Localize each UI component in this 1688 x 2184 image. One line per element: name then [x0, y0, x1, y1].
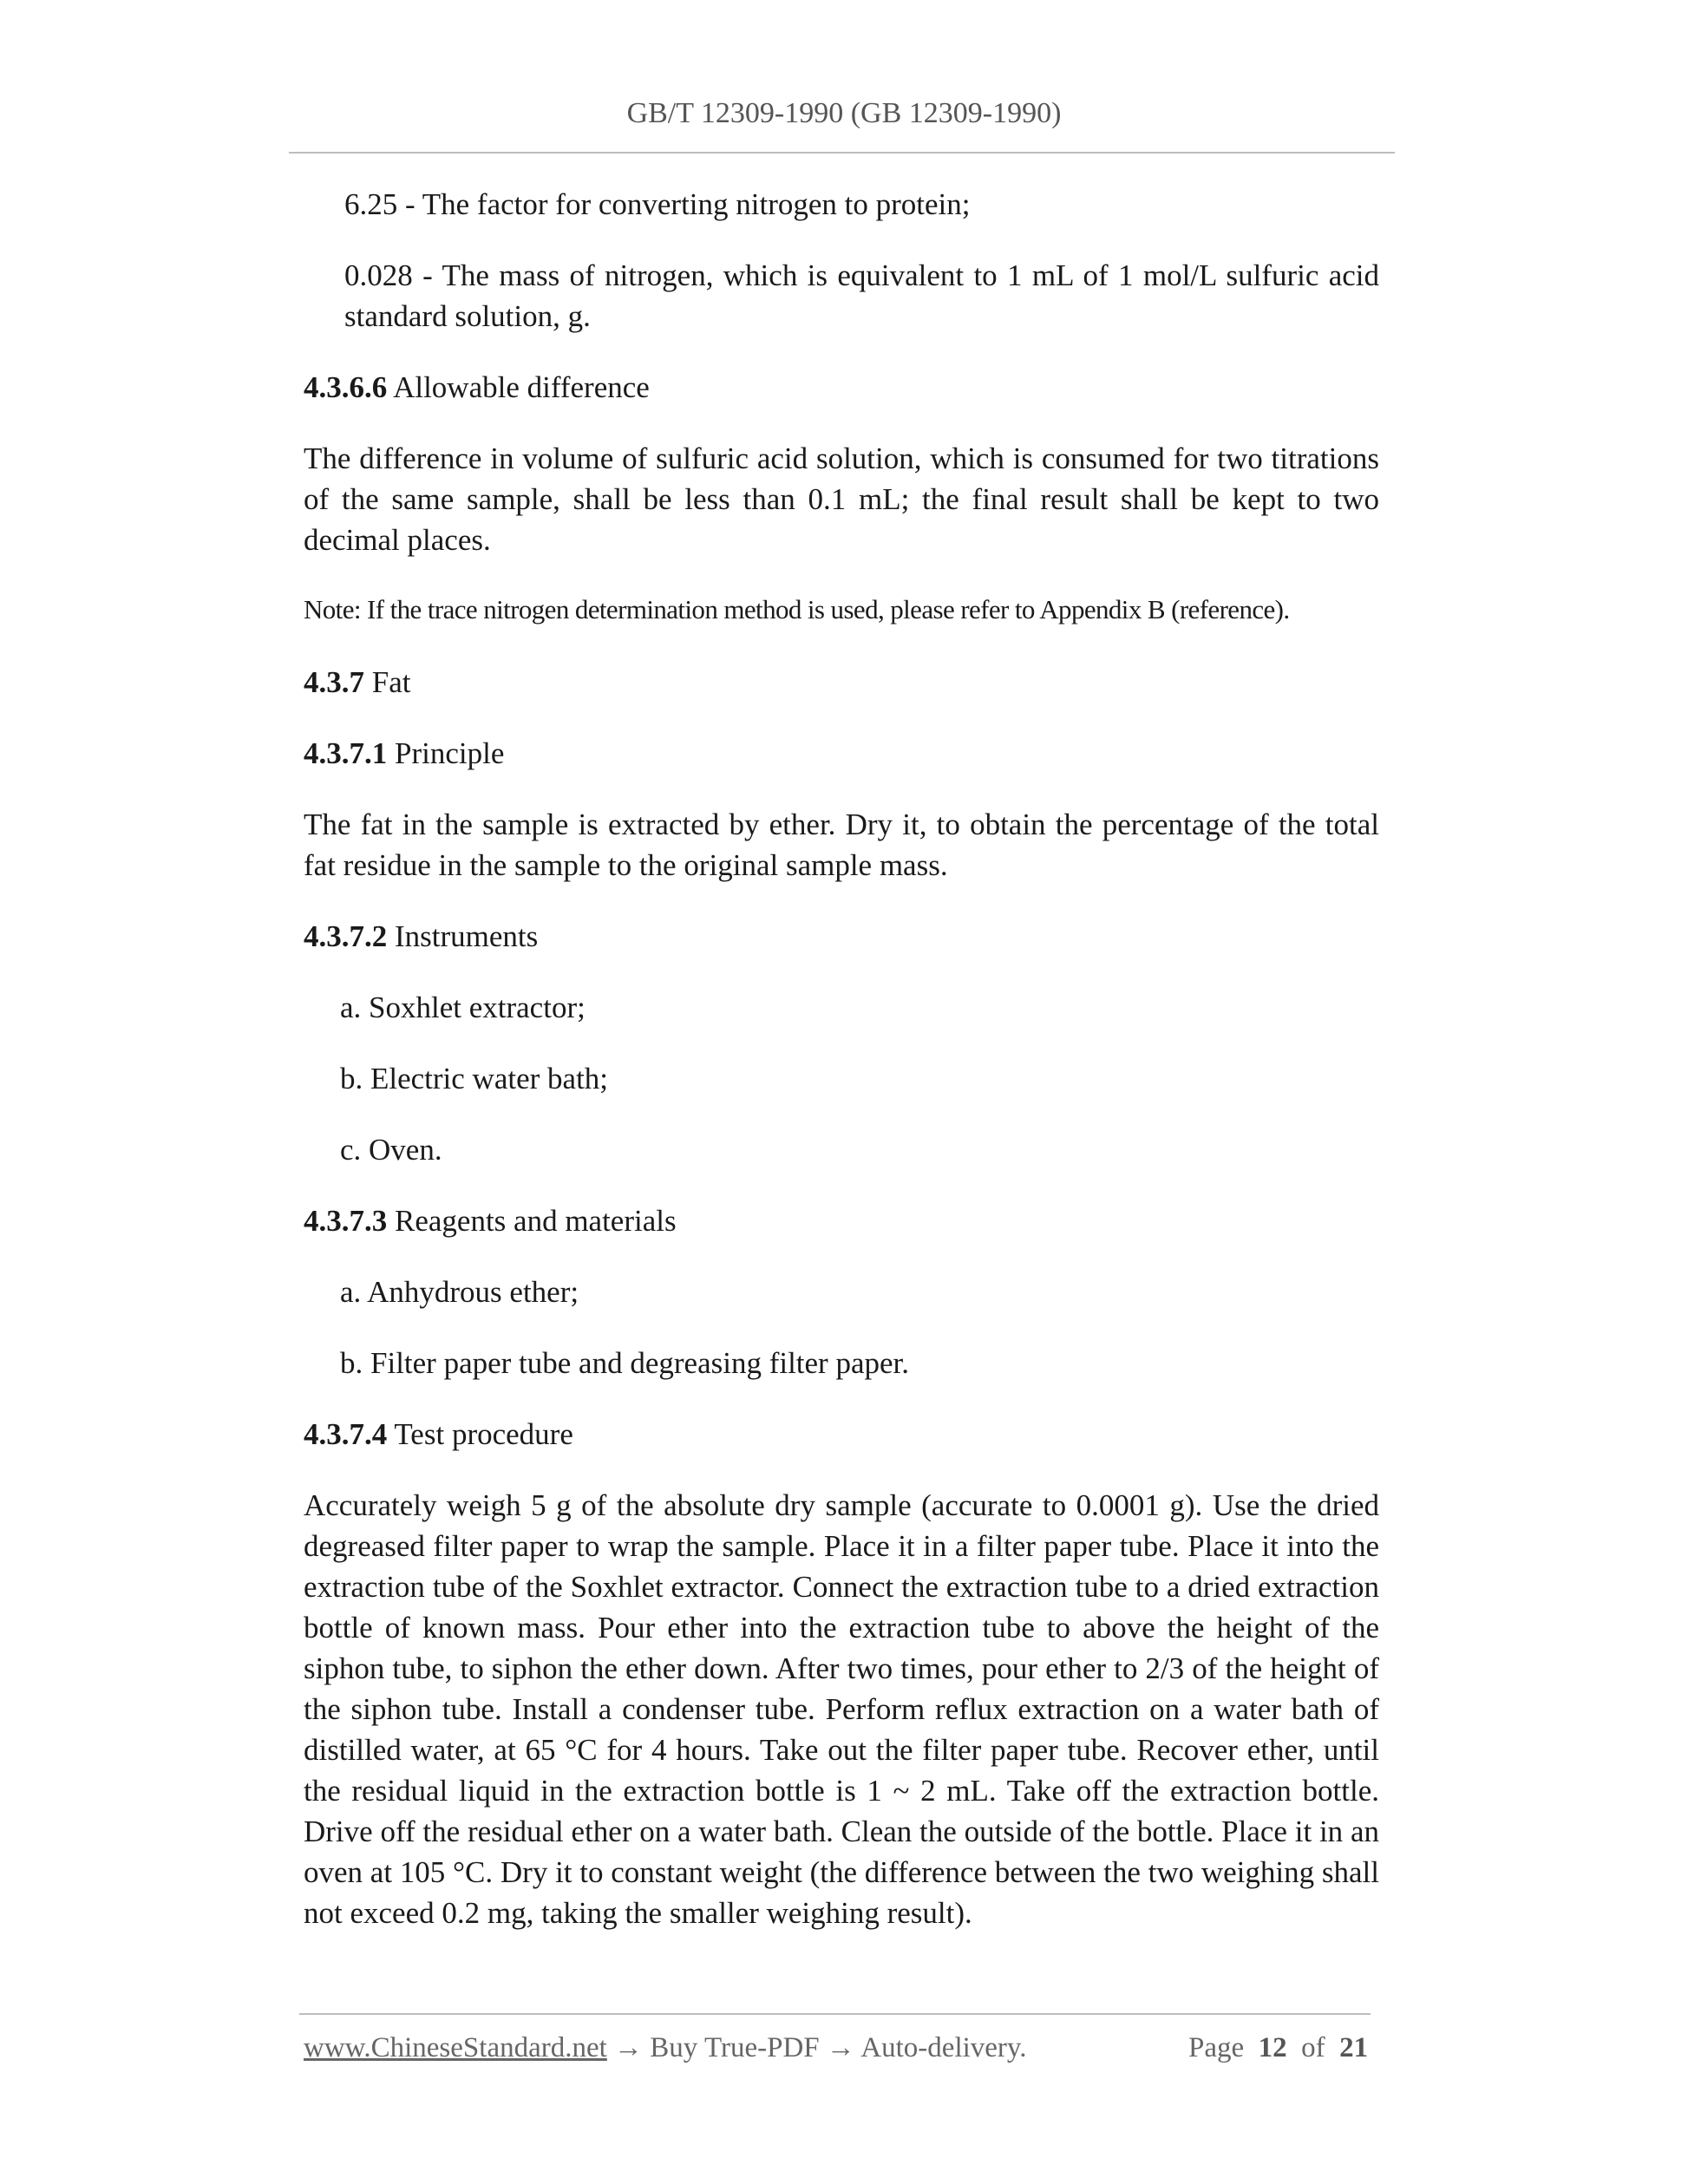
- note-text: Note: If the trace nitrogen determination method is used, please refer to Appendix B (reference).: [304, 594, 1290, 624]
- list-item: a. Anhydrous ether;: [340, 1275, 579, 1309]
- footer-divider: [299, 2013, 1371, 2015]
- section-heading-4-3-7: [304, 662, 1379, 703]
- section-number: 4.3.7.1: [304, 736, 388, 770]
- section-heading-4-3-7-3: [304, 1200, 1379, 1241]
- list-item: a. Soxhlet extractor;: [340, 991, 586, 1024]
- section-title: Test procedure: [394, 1417, 573, 1451]
- section-number: 4.3.7.2: [304, 919, 388, 953]
- list-item: c. Oven.: [340, 1133, 442, 1167]
- page-header-title: GB/T 12309-1990 (GB 12309-1990): [626, 97, 1062, 129]
- footer-promo-text: → Buy True-PDF → Auto-delivery.: [606, 2032, 1027, 2063]
- total-pages-number: 21: [1339, 2032, 1369, 2063]
- section-heading-4-3-6-6: [304, 367, 1379, 408]
- section-number: 4.3.6.6: [304, 370, 388, 404]
- section-title: Principle: [395, 736, 505, 770]
- website-link[interactable]: www.ChineseStandard.net: [304, 2032, 607, 2063]
- section-number: 4.3.7.3: [304, 1204, 388, 1238]
- definition-6-25: 6.25 - The factor for converting nitrogen to protein;: [344, 187, 971, 221]
- principle-text: The fat in the sample is extracted by ether. Dry it, to obtain the percentage of the total fat residue in the sample to the original sample mass.: [304, 808, 1379, 882]
- section-title: Fat: [371, 665, 411, 699]
- list-item: b. Electric water bath;: [340, 1062, 609, 1095]
- section-title: Instruments: [395, 919, 539, 953]
- of-label: of: [1301, 2032, 1325, 2063]
- definition-0-028: 0.028 - The mass of nitrogen, which is equivalent to 1 mL of 1 mol/L sulfuric acid standard solution, g.: [344, 258, 1379, 333]
- list-item: b. Filter paper tube and degreasing filter paper.: [340, 1346, 910, 1380]
- header-divider: [289, 152, 1395, 154]
- section-heading-4-3-7-4: [304, 1414, 1379, 1455]
- page-label: Page: [1188, 2032, 1245, 2063]
- section-title: Reagents and materials: [395, 1204, 677, 1238]
- section-number: 4.3.7: [304, 665, 364, 699]
- section-title: Allowable difference: [393, 370, 650, 404]
- allowable-difference-text: The difference in volume of sulfuric acid solution, which is consumed for two titrations of the same sample, shall be less than 0.1 mL; the final result shall be kept to two decimal places.: [304, 441, 1379, 557]
- document-body: [304, 184, 1379, 1964]
- page-indicator: [1188, 2032, 1368, 2064]
- test-procedure-text: Accurately weigh 5 g of the absolute dry sample (accurate to 0.0001 g). Use the dried degreased filter paper to wrap the sample. Place it in a filter paper tube. Place it into the extraction tube of the Soxhlet extractor. Connect the extraction tube to a dried extraction bottle of known mass. Pour ether into the extraction tube to above the height of the siphon tube, to siphon the ether down. After two times, pour ether to 2/3 of the height of the siphon tube. Install a condenser tube. Perform reflux extraction on a water bath of distilled water, at 65 °C for 4 hours. Take out the filter paper tube. Recover ether, until the residual liquid in the extraction bottle is 1 ~ 2 mL. Take off the extraction bottle. Drive off the residual ether on a water bath. Clean the outside of the bottle. Place it in an oven at 105 °C. Dry it to constant weight (the difference between the two weighing shall not exceed 0.2 mg, taking the smaller weighing result).: [304, 1488, 1379, 1930]
- current-page-number: 12: [1258, 2032, 1287, 2063]
- footer-promo: [304, 2032, 1027, 2064]
- section-number: 4.3.7.4: [304, 1417, 388, 1451]
- section-heading-4-3-7-1: [304, 733, 1379, 774]
- section-heading-4-3-7-2: [304, 916, 1379, 957]
